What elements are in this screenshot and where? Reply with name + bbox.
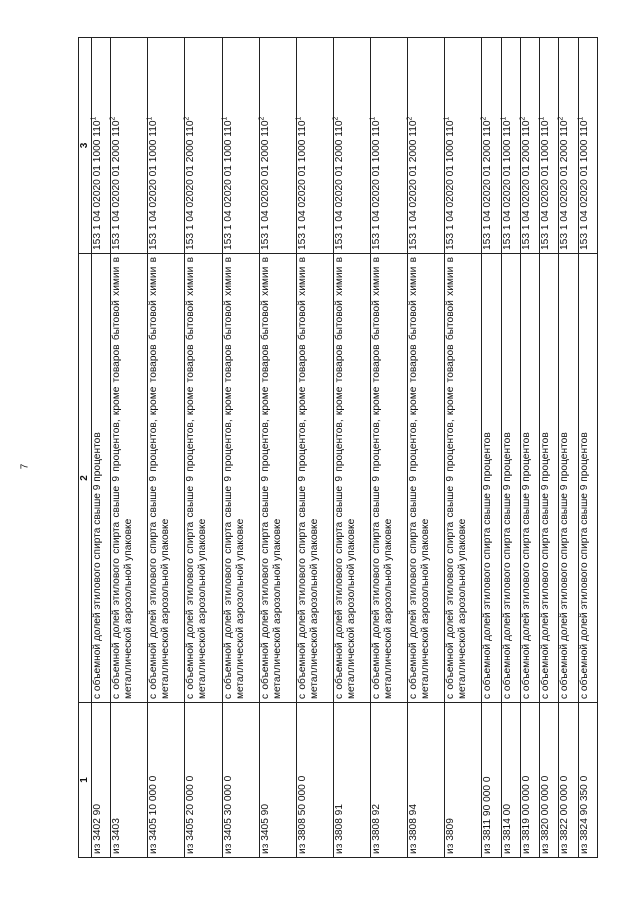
commodity-description: с объемной долей этилового спирта свыше 9 процентов, кроме товаров бытовой химии в металлической аэрозольной упаковке <box>296 254 333 703</box>
budget-code-value: 153 1 04 02020 01 1000 110 <box>445 120 457 250</box>
table-row <box>259 38 296 858</box>
commodity-code: из 3405 90 <box>259 703 296 858</box>
commodity-description: с объемной долей этилового спирта свыше 9 процентов, кроме товаров бытовой химии в металлической аэрозольной упаковке <box>370 254 407 703</box>
budget-classification-code <box>408 38 445 254</box>
budget-classification-code <box>370 38 407 254</box>
commodity-description: с объемной долей этилового спирта свыше 9 процентов, кроме товаров бытовой химии в металлической аэрозольной упаковке <box>111 254 148 703</box>
footnote-marker: 1 <box>221 116 229 121</box>
table-row <box>559 38 578 858</box>
commodity-code: из 3819 00 000 0 <box>520 703 539 858</box>
commodity-description: с объемной долей этилового спирта свыше 9 процентов, кроме товаров бытовой химии в металлической аэрозольной упаковке <box>408 254 445 703</box>
budget-code-value: 153 1 04 02020 01 2000 110 <box>408 120 420 250</box>
column-header-2: 2 <box>79 254 92 703</box>
budget-code-value: 153 1 04 02020 01 2000 110 <box>559 120 571 250</box>
footnote-marker: 2 <box>109 116 117 121</box>
budget-code-value: 153 1 04 02020 01 1000 110 <box>296 120 308 250</box>
budget-code-value: 153 1 04 02020 01 2000 110 <box>520 120 532 250</box>
table-row <box>445 38 482 858</box>
commodity-code: из 3405 30 000 0 <box>222 703 259 858</box>
budget-classification-code <box>501 38 520 254</box>
commodity-description: с объемной долей этилового спирта свыше 9 процентов, кроме товаров бытовой химии в металлической аэрозольной упаковке <box>185 254 222 703</box>
budget-classification-code <box>540 38 559 254</box>
commodity-code: из 3808 92 <box>370 703 407 858</box>
footnote-marker: 1 <box>500 116 508 121</box>
commodity-code: из 3809 <box>445 703 482 858</box>
budget-code-value: 153 1 04 02020 01 2000 110 <box>111 120 123 250</box>
footnote-marker: 1 <box>90 116 98 121</box>
budget-classification-code <box>92 38 111 254</box>
commodity-description: с объемной долей этилового спирта свыше 9 процентов, кроме товаров бытовой химии в металлической аэрозольной упаковке <box>333 254 370 703</box>
commodity-description: с объемной долей этилового спирта свыше 9 процентов <box>540 254 559 703</box>
budget-classification-code <box>520 38 539 254</box>
table-row <box>578 38 597 858</box>
footnote-marker: 1 <box>443 116 451 121</box>
budget-classification-code <box>185 38 222 254</box>
footnote-marker: 1 <box>538 116 546 121</box>
commodity-code: из 3402 90 <box>92 703 111 858</box>
footnote-marker: 1 <box>295 116 303 121</box>
table-row <box>92 38 111 858</box>
tariff-table <box>78 37 598 858</box>
column-header-3: 3 <box>79 38 92 254</box>
table-row <box>370 38 407 858</box>
commodity-code: из 3822 00 000 0 <box>559 703 578 858</box>
table-row <box>408 38 445 858</box>
footnote-marker: 1 <box>146 116 154 121</box>
table-row <box>222 38 259 858</box>
commodity-code: из 3811 90 000 0 <box>482 703 501 858</box>
footnote-marker: 1 <box>369 116 377 121</box>
commodity-code: из 3814 00 <box>501 703 520 858</box>
commodity-description: с объемной долей этилового спирта свыше 9 процентов <box>501 254 520 703</box>
footnote-marker: 2 <box>406 116 414 121</box>
footnote-marker: 2 <box>332 116 340 121</box>
budget-classification-code <box>259 38 296 254</box>
budget-code-value: 153 1 04 02020 01 2000 110 <box>333 120 345 250</box>
budget-code-value: 153 1 04 02020 01 1000 110 <box>148 120 160 250</box>
table-header-row <box>79 38 92 858</box>
commodity-description: с объемной долей этилового спирта свыше 9 процентов <box>559 254 578 703</box>
budget-code-value: 153 1 04 02020 01 2000 110 <box>185 120 197 250</box>
footnote-marker: 2 <box>480 116 488 121</box>
footnote-marker: 2 <box>258 116 266 121</box>
table-row <box>111 38 148 858</box>
table-row <box>540 38 559 858</box>
table-row <box>520 38 539 858</box>
commodity-description: с объемной долей этилового спирта свыше 9 процентов <box>578 254 597 703</box>
budget-code-value: 153 1 04 02020 01 1000 110 <box>578 120 590 250</box>
table-row <box>185 38 222 858</box>
document-page <box>78 38 598 858</box>
commodity-description: с объемной долей этилового спирта свыше 9 процентов <box>482 254 501 703</box>
table-row <box>296 38 333 858</box>
commodity-description: с объемной долей этилового спирта свыше 9 процентов, кроме товаров бытовой химии в металлической аэрозольной упаковке <box>222 254 259 703</box>
budget-classification-code <box>559 38 578 254</box>
commodity-code: из 3403 <box>111 703 148 858</box>
commodity-code: из 3405 20 000 0 <box>185 703 222 858</box>
table-row <box>333 38 370 858</box>
budget-classification-code <box>222 38 259 254</box>
commodity-description: с объемной долей этилового спирта свыше 9 процентов, кроме товаров бытовой химии в металлической аэрозольной упаковке <box>148 254 185 703</box>
commodity-code: из 3820 00 000 0 <box>540 703 559 858</box>
footnote-marker: 1 <box>577 116 585 121</box>
budget-code-value: 153 1 04 02020 01 1000 110 <box>92 120 103 250</box>
commodity-description: с объемной долей этилового спирта свыше 9 процентов <box>520 254 539 703</box>
budget-classification-code <box>148 38 185 254</box>
budget-code-value: 153 1 04 02020 01 2000 110 <box>482 120 494 250</box>
page-number: 7 <box>19 463 31 470</box>
budget-code-value: 153 1 04 02020 01 1000 110 <box>540 120 552 250</box>
budget-classification-code <box>296 38 333 254</box>
commodity-description: с объемной долей этилового спирта свыше 9 процентов <box>92 254 111 703</box>
table-body <box>92 38 598 858</box>
column-header-1: 1 <box>79 703 92 858</box>
commodity-code: из 3808 94 <box>408 703 445 858</box>
budget-classification-code <box>482 38 501 254</box>
budget-classification-code <box>445 38 482 254</box>
commodity-code: из 3824 90 350 0 <box>578 703 597 858</box>
commodity-code: из 3808 91 <box>333 703 370 858</box>
commodity-code: из 3808 50 000 0 <box>296 703 333 858</box>
budget-classification-code <box>578 38 597 254</box>
budget-classification-code <box>333 38 370 254</box>
budget-code-value: 153 1 04 02020 01 1000 110 <box>222 120 234 250</box>
budget-code-value: 153 1 04 02020 01 1000 110 <box>501 120 513 250</box>
budget-code-value: 153 1 04 02020 01 1000 110 <box>370 120 382 250</box>
footnote-marker: 2 <box>557 116 565 121</box>
table-row <box>148 38 185 858</box>
table-row <box>501 38 520 858</box>
commodity-description: с объемной долей этилового спирта свыше 9 процентов, кроме товаров бытовой химии в металлической аэрозольной упаковке <box>445 254 482 703</box>
footnote-marker: 2 <box>184 116 192 121</box>
commodity-code: из 3405 10 000 0 <box>148 703 185 858</box>
table-row <box>482 38 501 858</box>
budget-code-value: 153 1 04 02020 01 2000 110 <box>259 120 271 250</box>
footnote-marker: 2 <box>519 116 527 121</box>
budget-classification-code <box>111 38 148 254</box>
commodity-description: с объемной долей этилового спирта свыше 9 процентов, кроме товаров бытовой химии в металлической аэрозольной упаковке <box>259 254 296 703</box>
